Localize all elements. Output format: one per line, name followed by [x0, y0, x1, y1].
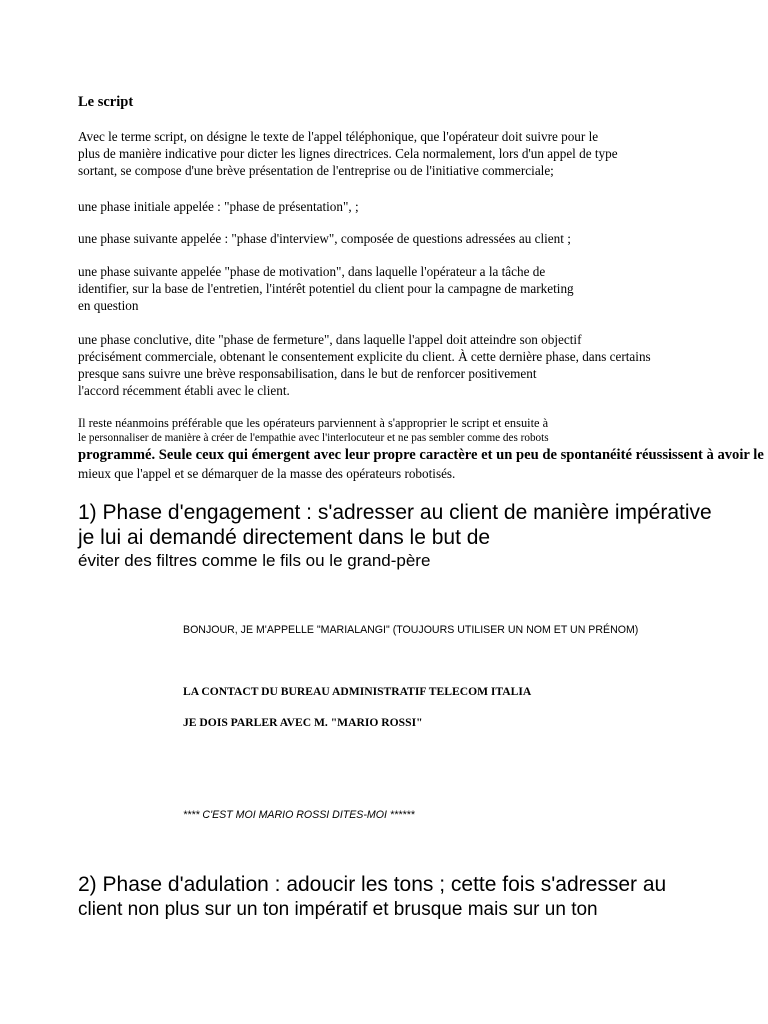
- phase-adulation-heading: [78, 872, 666, 922]
- phase-engagement-heading: [78, 500, 712, 572]
- intro-line: sortant, se compose d'une brève présentation de l'entreprise ou de l'initiative commerciale;: [78, 163, 554, 178]
- heading-line: 2) Phase d'adulation : adoucir les tons ; cette fois s'adresser au: [78, 873, 667, 896]
- phase-interview-paragraph: une phase suivante appelée : "phase d'interview", composée de questions adressées au client ;: [78, 231, 571, 246]
- phase-closing-line: une phase conclutive, dite "phase de fermeture", dans laquelle l'appel doit atteindre son objectif: [78, 332, 582, 347]
- phase-closing-paragraph: [78, 331, 651, 399]
- intro-paragraph: [78, 128, 618, 179]
- intro-line: plus de manière indicative pour dicter les lignes directrices. Cela normalement, lors d'un appel de type: [78, 146, 618, 161]
- heading-line: je lui ai demandé directement dans le but de: [78, 526, 491, 549]
- phase-motivation-line: une phase suivante appelée "phase de motivation", dans laquelle l'opérateur a la tâche de: [78, 264, 546, 279]
- note-paragraph: [78, 416, 549, 446]
- statement-tail: mieux que l'appel et se démarquer de la masse des opérateurs robotisés.: [78, 466, 456, 481]
- phase-closing-line: l'accord récemment établi avec le client.: [78, 383, 290, 398]
- intro-line: Avec le terme script, on désigne le texte de l'appel téléphonique, que l'opérateur doit suivre pour le: [78, 129, 599, 144]
- bold-statement: programmé. Seule ceux qui émergent avec leur propre caractère et un peu de spontanéité réussissent à avoir le: [78, 447, 764, 463]
- phase-presentation-paragraph: une phase initiale appelée : "phase de présentation", ;: [78, 199, 359, 214]
- script-ask: JE DOIS PARLER AVEC M. "MARIO ROSSI": [183, 716, 423, 729]
- section-title: Le script: [78, 94, 134, 110]
- note-line: le personnaliser de manière à créer de l'empathie avec l'interlocuteur et ne pas sembler comme des robots: [78, 432, 549, 444]
- script-contact: LA CONTACT DU BUREAU ADMINISTRATIF TELECOM ITALIA: [183, 685, 532, 698]
- script-reply: **** C'EST MOI MARIO ROSSI DITES-MOI ******: [183, 809, 415, 821]
- phase-motivation-line: en question: [78, 298, 139, 313]
- heading-line: 1) Phase d'engagement : s'adresser au client de manière impérative: [78, 501, 712, 524]
- phase-closing-line: précisément commerciale, obtenant le consentement explicite du client. À cette dernière phase, dans certains: [78, 349, 651, 364]
- phase-closing-line: presque sans suivre une brève responsabilisation, dans le but de renforcer positivement: [78, 366, 537, 381]
- phase-motivation-paragraph: [78, 263, 574, 314]
- phase-motivation-line: identifier, sur la base de l'entretien, l'intérêt potentiel du client pour la campagne de marketing: [78, 281, 574, 296]
- script-greeting: BONJOUR, JE M'APPELLE "MARIALANGI" (TOUJOURS UTILISER UN NOM ET UN PRÉNOM): [183, 624, 639, 636]
- heading-line: client non plus sur un ton impératif et brusque mais sur un ton: [78, 899, 598, 920]
- heading-line: éviter des filtres comme le fils ou le grand-père: [78, 551, 431, 570]
- note-line: Il reste néanmoins préférable que les opérateurs parviennent à s'approprier le script et ensuite à: [78, 416, 549, 430]
